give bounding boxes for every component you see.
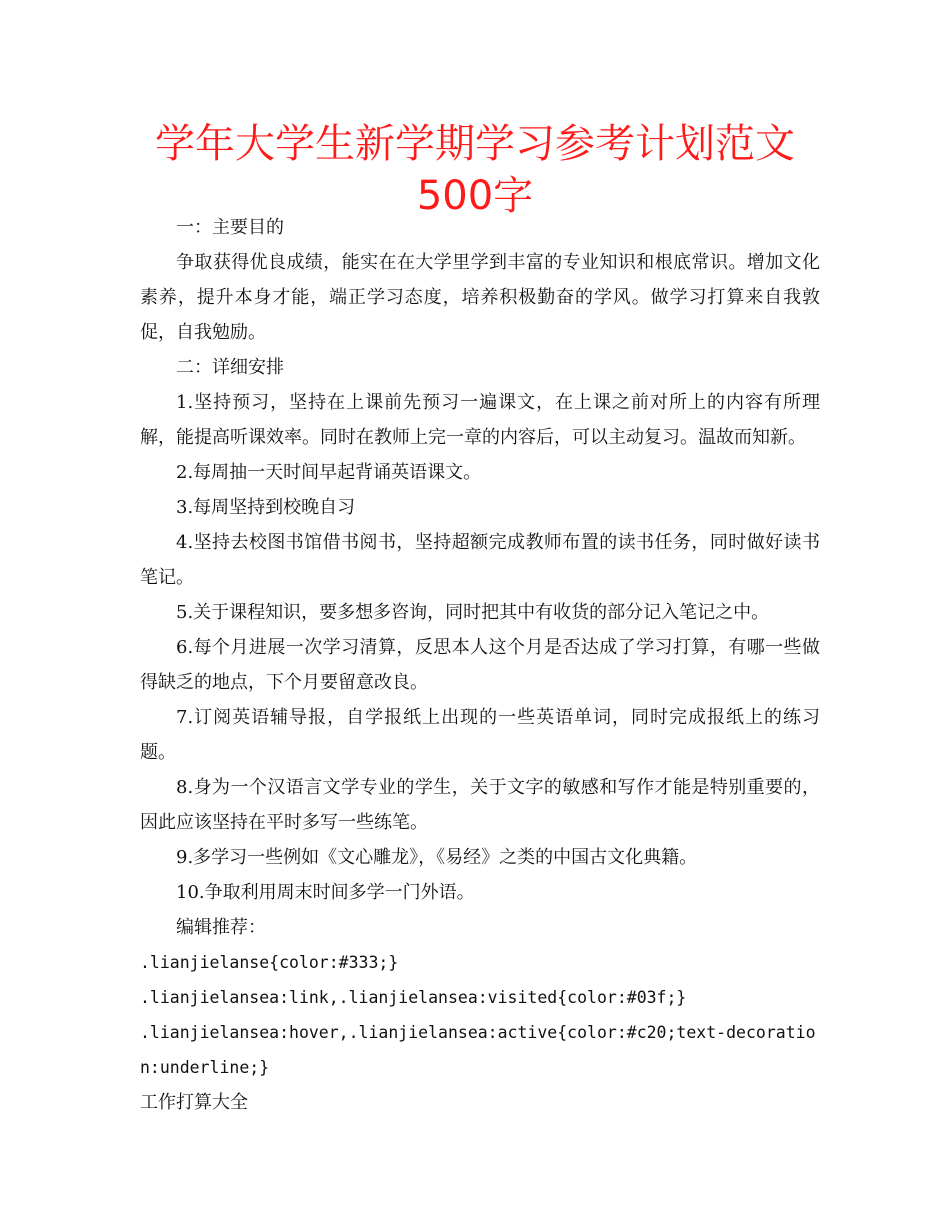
css-code-line: .lianjielansea:hover,.lianjielansea:active{color:#c20;text-decoration:underline;} <box>140 1023 816 1077</box>
footer-link-text: 工作打算大全 <box>140 1092 248 1113</box>
plan-item-1: 1.坚持预习，坚持在上课前先预习一遍课文，在上课之前对所上的内容有所理解，能提高听课效率。同时在教师上完一章的内容后，可以主动复习。温故而知新。 <box>140 392 820 448</box>
css-code-line: .lianjielansea:link,.lianjielansea:visited{color:#03f;} <box>140 988 687 1007</box>
plan-item-5: 5.关于课程知识，要多想多咨询，同时把其中有收货的部分记入笔记之中。 <box>176 602 770 623</box>
plan-item-6: 6.每个月进展一次学习清算，反思本人这个月是否达成了学习打算，有哪一些做得缺乏的地点，下个月要留意改良。 <box>140 637 820 693</box>
plan-item-10: 10.争取利用周末时间多学一门外语。 <box>176 882 475 903</box>
document-title: 学年大学生新学期学习参考计划范文500字 <box>155 121 795 219</box>
plan-item-7: 7.订阅英语辅导报，自学报纸上出现的一些英语单词，同时完成报纸上的练习题。 <box>140 707 820 763</box>
plan-item-3: 3.每周坚持到校晚自习 <box>176 497 356 518</box>
plan-item-9: 9.多学习一些例如《文心雕龙》，《易经》之类的中国古文化典籍。 <box>176 847 698 868</box>
plan-item-4: 4.坚持去校图书馆借书阅书，坚持超额完成教师布置的读书任务，同时做好读书笔记。 <box>140 532 820 588</box>
plan-item-8: 8.身为一个汉语言文学专业的学生，关于文字的敏感和写作才能是特别重要的，因此应该坚持在平时多写一些练笔。 <box>140 777 820 833</box>
document-body <box>140 210 820 1120</box>
section-heading-plan: 二：详细安排 <box>176 357 284 378</box>
editor-recommendation-label: 编辑推荐： <box>176 917 266 938</box>
paragraph-goal-text: 争取获得优良成绩，能实在在大学里学到丰富的专业知识和根底常识。增加文化素养，提升本身才能，端正学习态度，培养积极勤奋的学风。做学习打算来自我敦促，自我勉励。 <box>140 252 820 343</box>
css-code-line: .lianjielanse{color:#333;} <box>140 953 399 972</box>
section-heading-goal: 一：主要目的 <box>176 217 284 238</box>
plan-item-2: 2.每周抽一天时间早起背诵英语课文。 <box>176 462 482 483</box>
